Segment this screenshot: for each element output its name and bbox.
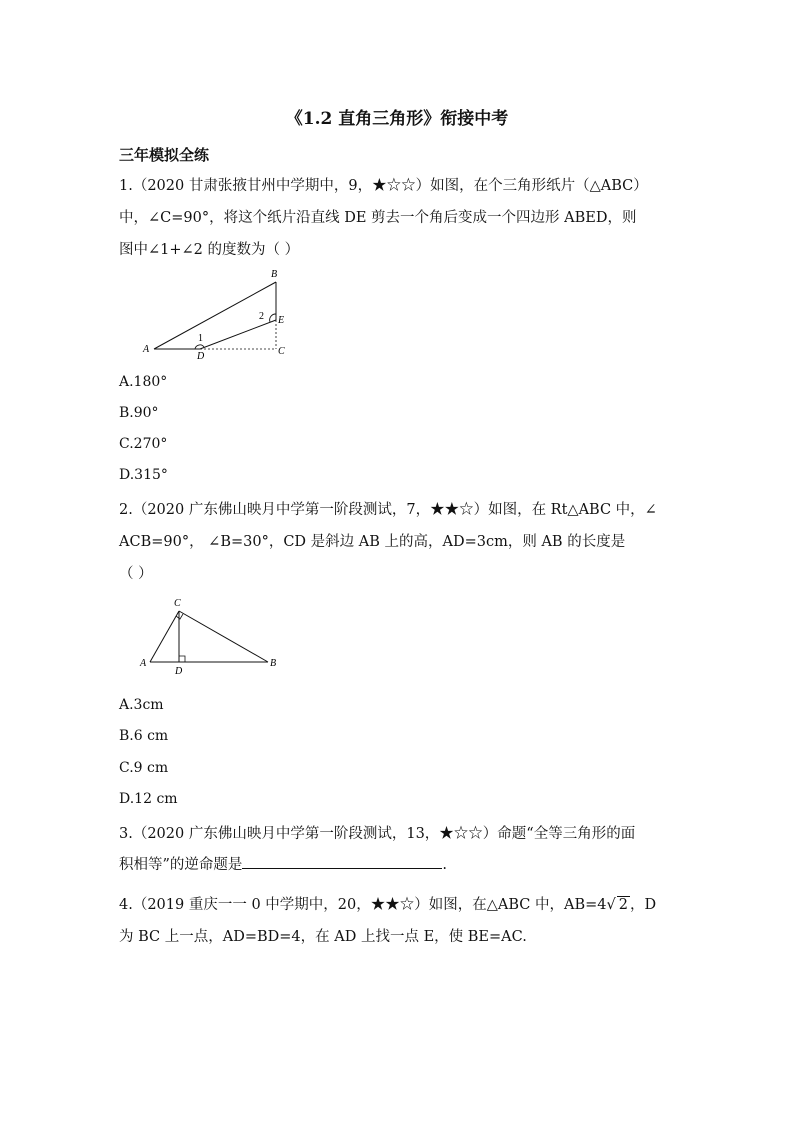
q2-option-d: D.12 cm	[119, 791, 178, 807]
q1-option-c: C.270°	[119, 436, 168, 452]
q1-option-a: A.180°	[119, 374, 168, 390]
q1-option-b: B.90°	[119, 405, 159, 421]
q1-label-c: C	[278, 346, 285, 357]
q2-label-c: C	[174, 598, 181, 609]
q2-edge-ac	[150, 611, 179, 662]
q1-text-line-1: 1.（2020 甘肃张掖甘州中学期中，9，★☆☆）如图，在个三角形纸片（△ABC）	[119, 178, 648, 194]
q1-label-b: B	[271, 269, 278, 280]
page-title: 《1.2 直角三角形》衔接中考	[285, 109, 509, 129]
q1-label-d: D	[197, 351, 205, 362]
q1-text-line-3: 图中∠1+∠2 的度数为（ ）	[119, 242, 300, 258]
q1-text-line-2: 中，∠C=90°，将这个纸片沿直线 DE 剪去一个角后变成一个四边形 ABED，则	[119, 210, 637, 226]
q3-text-line-2	[119, 853, 447, 874]
q2-option-a: A.3cm	[119, 697, 164, 713]
q2-label-a: A	[140, 658, 147, 669]
q1-figure	[140, 264, 300, 364]
q2-edge-cb	[179, 611, 268, 662]
q3-text-line-1: 3.（2020 广东佛山映月中学第一阶段测试，13，★☆☆）命题“全等三角形的面	[119, 826, 636, 842]
q4-text-line-2: 为 BC 上一点，AD=BD=4，在 AD 上找一点 E，使 BE=AC.	[119, 929, 527, 945]
q4-text-after-sqrt: ，D	[629, 897, 657, 913]
q4-text-before-sqrt: 4.（2019 重庆一一 0 中学期中，20，★★☆）如图，在△ABC 中，AB=4	[119, 897, 607, 913]
q1-label-a: A	[143, 344, 150, 355]
sqrt-symbol: √	[606, 897, 616, 913]
q1-option-d: D.315°	[119, 467, 168, 483]
q2-label-b: B	[270, 658, 277, 669]
section-heading: 三年模拟全练	[119, 146, 210, 164]
q1-label-e: E	[278, 315, 285, 326]
q1-edge-ab	[154, 282, 276, 349]
q2-option-b: B.6 cm	[119, 728, 169, 744]
q1-edge-de	[200, 320, 276, 349]
q2-text-line-2: ACB=90°， ∠B=30°，CD 是斜边 AB 上的高，AD=3cm，则 AB 的长度是	[119, 534, 626, 550]
q2-figure	[135, 592, 295, 682]
q2-right-angle-d	[179, 656, 185, 662]
q2-option-c: C.9 cm	[119, 760, 169, 776]
q2-text-line-3: （ ）	[119, 566, 153, 582]
q3-text-before-blank: 积相等”的逆命题是	[119, 857, 243, 873]
q1-label-angle-1: 1	[198, 333, 203, 344]
q1-label-angle-2: 2	[259, 311, 264, 322]
q3-text-after-blank: .	[442, 857, 448, 873]
q4-sqrt-value: 2	[618, 897, 628, 913]
q2-text-line-1: 2.（2020 广东佛山映月中学第一阶段测试，7，★★☆）如图，在 Rt△ABC 中，∠	[119, 502, 657, 518]
q2-label-d: D	[175, 666, 183, 677]
q3-answer-blank[interactable]	[242, 854, 442, 869]
q4-text-line-1	[119, 893, 656, 914]
